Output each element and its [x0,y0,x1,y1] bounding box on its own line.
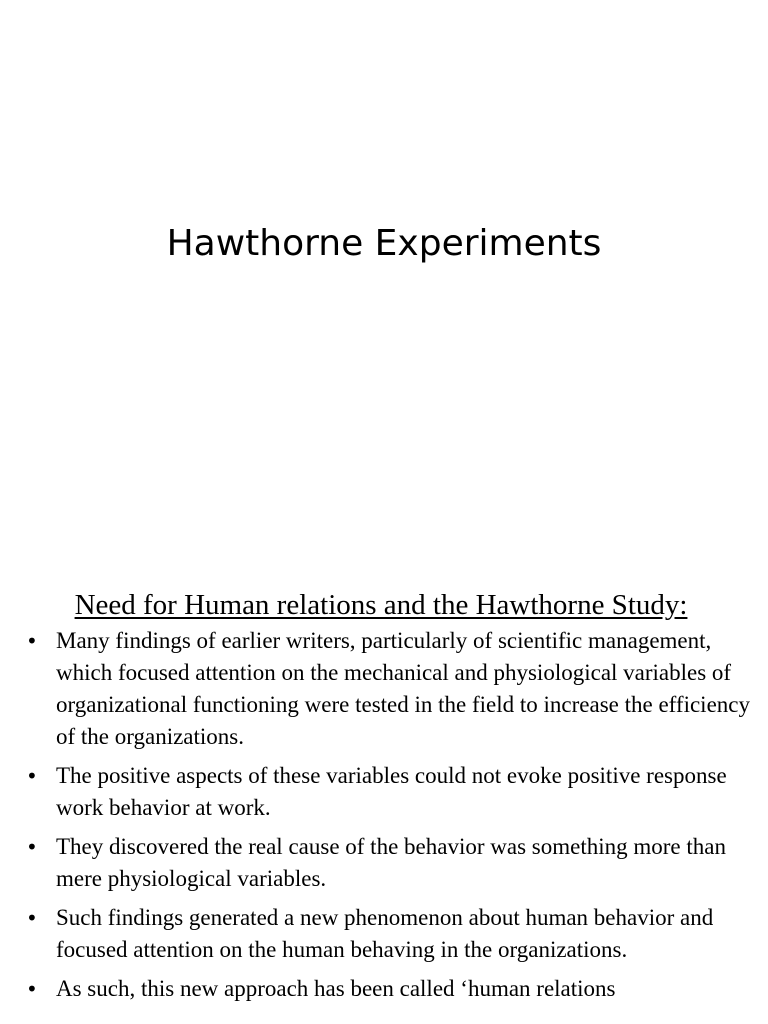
bullet-item [0,625,768,753]
slide-title: Hawthorne Experiments [166,223,602,264]
bullet-icon: • [26,977,38,1001]
bullet-text: Many findings of earlier writers, particularly of scientific management, which focused attention on the mechanical and physiological variables of organizational functioning were tested in the field to increase the efficiency of the organizations. [56,628,750,749]
bullet-list [0,625,768,1012]
bullet-text: Such findings generated a new phenomenon about human behavior and focused attention on the human behaving in the organizations. [56,905,714,962]
bullet-icon: • [26,906,38,930]
bullet-text: They discovered the real cause of the behavior was something more than mere physiological variables. [56,834,726,891]
bullet-icon: • [26,629,38,653]
bullet-item [0,831,768,895]
bullet-icon: • [26,764,38,788]
bullet-item [0,973,768,1005]
bullet-icon: • [26,835,38,859]
bullet-item [0,760,768,824]
bullet-text: The positive aspects of these variables could not evoke positive response work behavior at work. [56,763,727,820]
bullet-item [0,902,768,966]
section-heading: Need for Human relations and the Hawthorne Study: [74,589,688,621]
bullet-text: As such, this new approach has been called ‘human relations [56,976,616,1001]
